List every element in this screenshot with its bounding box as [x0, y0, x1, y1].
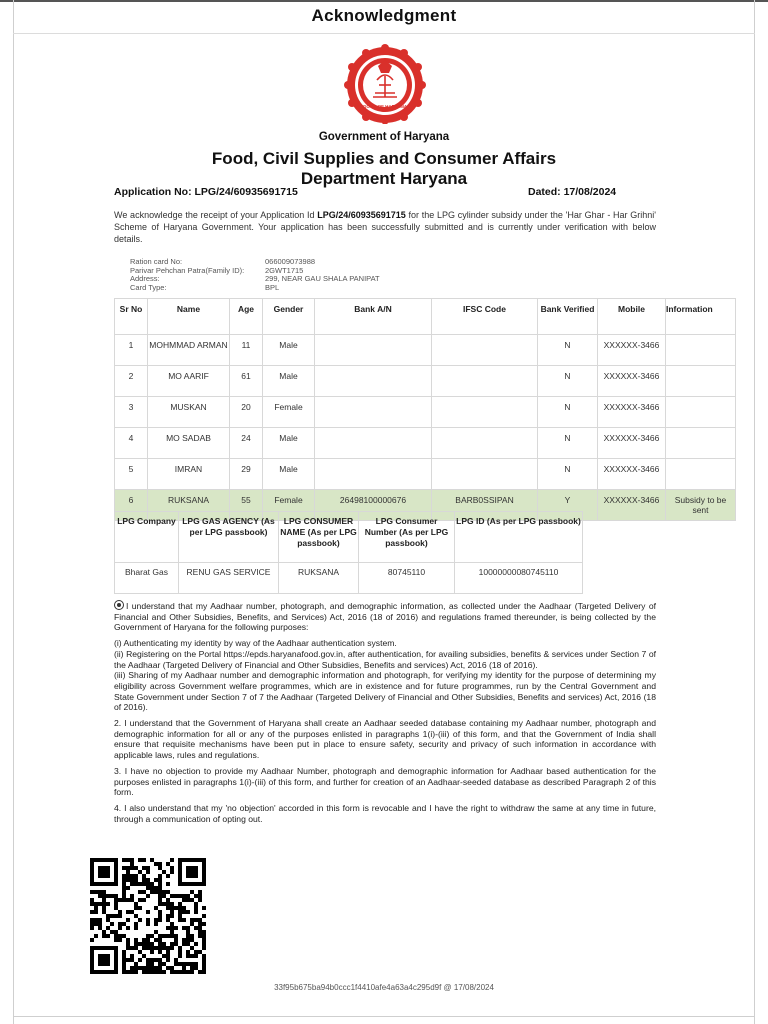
top-border — [0, 0, 768, 2]
column-header: LPG GAS AGENCY (As per LPG passbook) — [179, 512, 279, 563]
cell: MO AARIF — [148, 366, 230, 397]
cell: RUKSANA — [279, 563, 359, 594]
cell: N — [538, 366, 598, 397]
application-date: Dated: 17/08/2024 — [528, 186, 617, 198]
column-header: Sr No — [115, 299, 148, 335]
cell — [432, 366, 538, 397]
cell: MUSKAN — [148, 397, 230, 428]
cell: 29 — [230, 459, 263, 490]
info-value: 066009073988 — [265, 257, 316, 266]
consent-declaration — [114, 600, 656, 829]
cell: N — [538, 459, 598, 490]
department-line-1: Food, Civil Supplies and Consumer Affairs — [211, 149, 557, 168]
cell: MOHMMAD ARMAN — [148, 335, 230, 366]
page-title: Acknowledgment — [311, 6, 457, 25]
info-value: 2GWT1715 — [265, 265, 304, 275]
intro-text-2: for the LPG cylinder subsidy under the 'Har Ghar - Har Grihni' Scheme of Haryana Government. Your application has been successfully submitted and is currently under verification with below details. — [114, 210, 656, 244]
cell: XXXXXX-3466 — [598, 490, 666, 521]
cell: 6 — [115, 490, 148, 521]
cell — [666, 428, 736, 459]
consent-paragraph: 2. I understand that the Government of Haryana shall create an Aadhaar seeded database containing my Aadhaar number, photograph and demographic information for all or any of the purposes enlisted in paragraphs 1(i)-(iii) of this form, and that the Government of India shall ensure that requisite mechanisms have been put in place to ensure safety, security and privacy of such information in accordance with applicable laws, rules and regulations. — [114, 718, 656, 761]
cell — [432, 335, 538, 366]
cell: N — [538, 428, 598, 459]
cell: RUKSANA — [148, 490, 230, 521]
cell: N — [538, 335, 598, 366]
cell: 2 — [115, 366, 148, 397]
cell: Male — [263, 366, 315, 397]
cell: IMRAN — [148, 459, 230, 490]
radio-selected-icon[interactable] — [114, 600, 124, 610]
info-value: 299, NEAR GAU SHALA PANIPAT — [265, 274, 380, 284]
column-header: Name — [148, 299, 230, 335]
column-header: LPG Company — [115, 512, 179, 563]
table-row — [115, 459, 736, 490]
cell: BARB0SSIPAN — [432, 490, 538, 521]
column-header: Mobile — [598, 299, 666, 335]
family-members-table — [114, 298, 736, 521]
cell: 26498100000676 — [315, 490, 432, 521]
cell — [432, 397, 538, 428]
cell: Bharat Gas — [115, 563, 179, 594]
cell: 3 — [115, 397, 148, 428]
cell: 10000000080745110 — [455, 563, 583, 594]
cell: Subsidy to be sent — [666, 490, 736, 521]
cell: MO SADAB — [148, 428, 230, 459]
info-value: BPL — [265, 283, 280, 293]
cell: 61 — [230, 366, 263, 397]
cell: XXXXXX-3466 — [598, 428, 666, 459]
cell: 20 — [230, 397, 263, 428]
info-label: Ration card No: — [130, 257, 183, 266]
cell — [432, 428, 538, 459]
title-divider — [13, 33, 755, 34]
cell: 55 — [230, 490, 263, 521]
lpg-details-table — [114, 511, 583, 594]
cell: 24 — [230, 428, 263, 459]
column-header: LPG ID (As per LPG passbook) — [455, 512, 583, 563]
consent-paragraph: (i) Authenticating my identity by way of the Aadhaar authentication system. (ii) Registering on the Portal https://epds.haryanafood.gov.in, after authentication, for availing subsidies, benefits & services under Section 7 of the Aadhaar (Targeted Delivery of Financial and Other Subsidies, Benefits and services) Act, 2016 (18 of 2016). (iii) Sharing of my Aadhaar number and demographic information and photograph, for verifying my identity for the purpose of determining my eligibility across Government welfare programmes, which are in existence and for future programmes, run by the Central Government and State Government under Section 7 of 7 the Aadhaar (Targeted Delivery of Financial and Other Subsidies, Benefits and services) Act, 2016 (18 of 2016). — [114, 638, 656, 713]
cell: XXXXXX-3466 — [598, 366, 666, 397]
cell: XXXXXX-3466 — [598, 397, 666, 428]
document-hash: 33f95b675ba94b0ccc1f4410afe4a63a4c295d9f @ 17/08/2024 — [274, 983, 494, 992]
cell — [666, 335, 736, 366]
column-header: LPG CONSUMER NAME (As per LPG passbook) — [279, 512, 359, 563]
cell: Y — [538, 490, 598, 521]
intro-paragraph — [114, 209, 656, 245]
column-header: IFSC Code — [432, 299, 538, 335]
cell: 5 — [115, 459, 148, 490]
cell: Male — [263, 428, 315, 459]
info-label: Card Type: — [130, 283, 167, 293]
table-row — [115, 335, 736, 366]
cell: 80745110 — [359, 563, 455, 594]
table-header-row — [115, 512, 583, 563]
cell — [315, 366, 432, 397]
info-row — [130, 275, 465, 284]
table-row — [115, 428, 736, 459]
column-header: LPG Consumer Number (As per LPG passbook) — [359, 512, 455, 563]
cell — [315, 459, 432, 490]
cell — [315, 428, 432, 459]
page-border-bottom — [13, 1016, 755, 1017]
household-info — [130, 258, 465, 293]
application-number: Application No: LPG/24/60935691715 — [114, 186, 298, 198]
department-name — [0, 149, 768, 189]
department-line-2: Department Haryana — [300, 169, 468, 188]
consent-text: I understand that my Aadhaar number, photograph, and demographic information, as collected under the Aadhaar (Targeted Delivery of Financial and Other Subsidies, Benefits, and Services) Act, 2016 (18 of 2016) and regulations framed thereunder, is being collected by the Government of Haryana for the following purposes: — [114, 601, 656, 633]
emblem-label: GOVT. OF HARYANA — [362, 104, 408, 109]
cell — [666, 366, 736, 397]
cell — [666, 459, 736, 490]
column-header: Bank Verified — [538, 299, 598, 335]
cell: XXXXXX-3466 — [598, 459, 666, 490]
table-header-row — [115, 299, 736, 335]
intro-app-id: LPG/24/60935691715 — [317, 210, 406, 220]
table-row — [115, 563, 583, 594]
cell: 4 — [115, 428, 148, 459]
government-name: Government of Haryana — [318, 131, 450, 143]
table-row — [115, 397, 736, 428]
qr-code-icon — [90, 858, 206, 974]
consent-paragraph: 4. I also understand that my 'no objection' accorded in this form is revocable and I have the right to withdraw the same at any time in future, through a communication of opting out. — [114, 802, 656, 824]
column-header: Information — [666, 299, 736, 335]
cell: 1 — [115, 335, 148, 366]
table-row — [115, 366, 736, 397]
cell: Female — [263, 397, 315, 428]
info-row — [130, 284, 465, 293]
info-label: Address: — [130, 274, 160, 284]
info-label: Parivar Pehchan Patra(Family ID): — [130, 265, 245, 275]
cell: 11 — [230, 335, 263, 366]
cell: RENU GAS SERVICE — [179, 563, 279, 594]
column-header: Gender — [263, 299, 315, 335]
cell — [315, 335, 432, 366]
cell: Male — [263, 335, 315, 366]
consent-paragraph: 3. I have no objection to provide my Aadhaar Number, photograph and demographic information for Aadhaar based authentication for the purposes enlisted in paragraphs 1(i)-(iii) of this form, and further for creation of an Aadhaar-seeded database as described Paragraph 2 of this form. — [114, 765, 656, 798]
cell — [315, 397, 432, 428]
cell: Female — [263, 490, 315, 521]
haryana-emblem-icon — [323, 40, 447, 124]
intro-text-1: We acknowledge the receipt of your Application Id — [114, 210, 318, 220]
column-header: Bank A/N — [315, 299, 432, 335]
cell: XXXXXX-3466 — [598, 335, 666, 366]
consent-paragraph — [114, 600, 656, 633]
cell — [432, 459, 538, 490]
cell: Male — [263, 459, 315, 490]
column-header: Age — [230, 299, 263, 335]
cell — [666, 397, 736, 428]
cell: N — [538, 397, 598, 428]
